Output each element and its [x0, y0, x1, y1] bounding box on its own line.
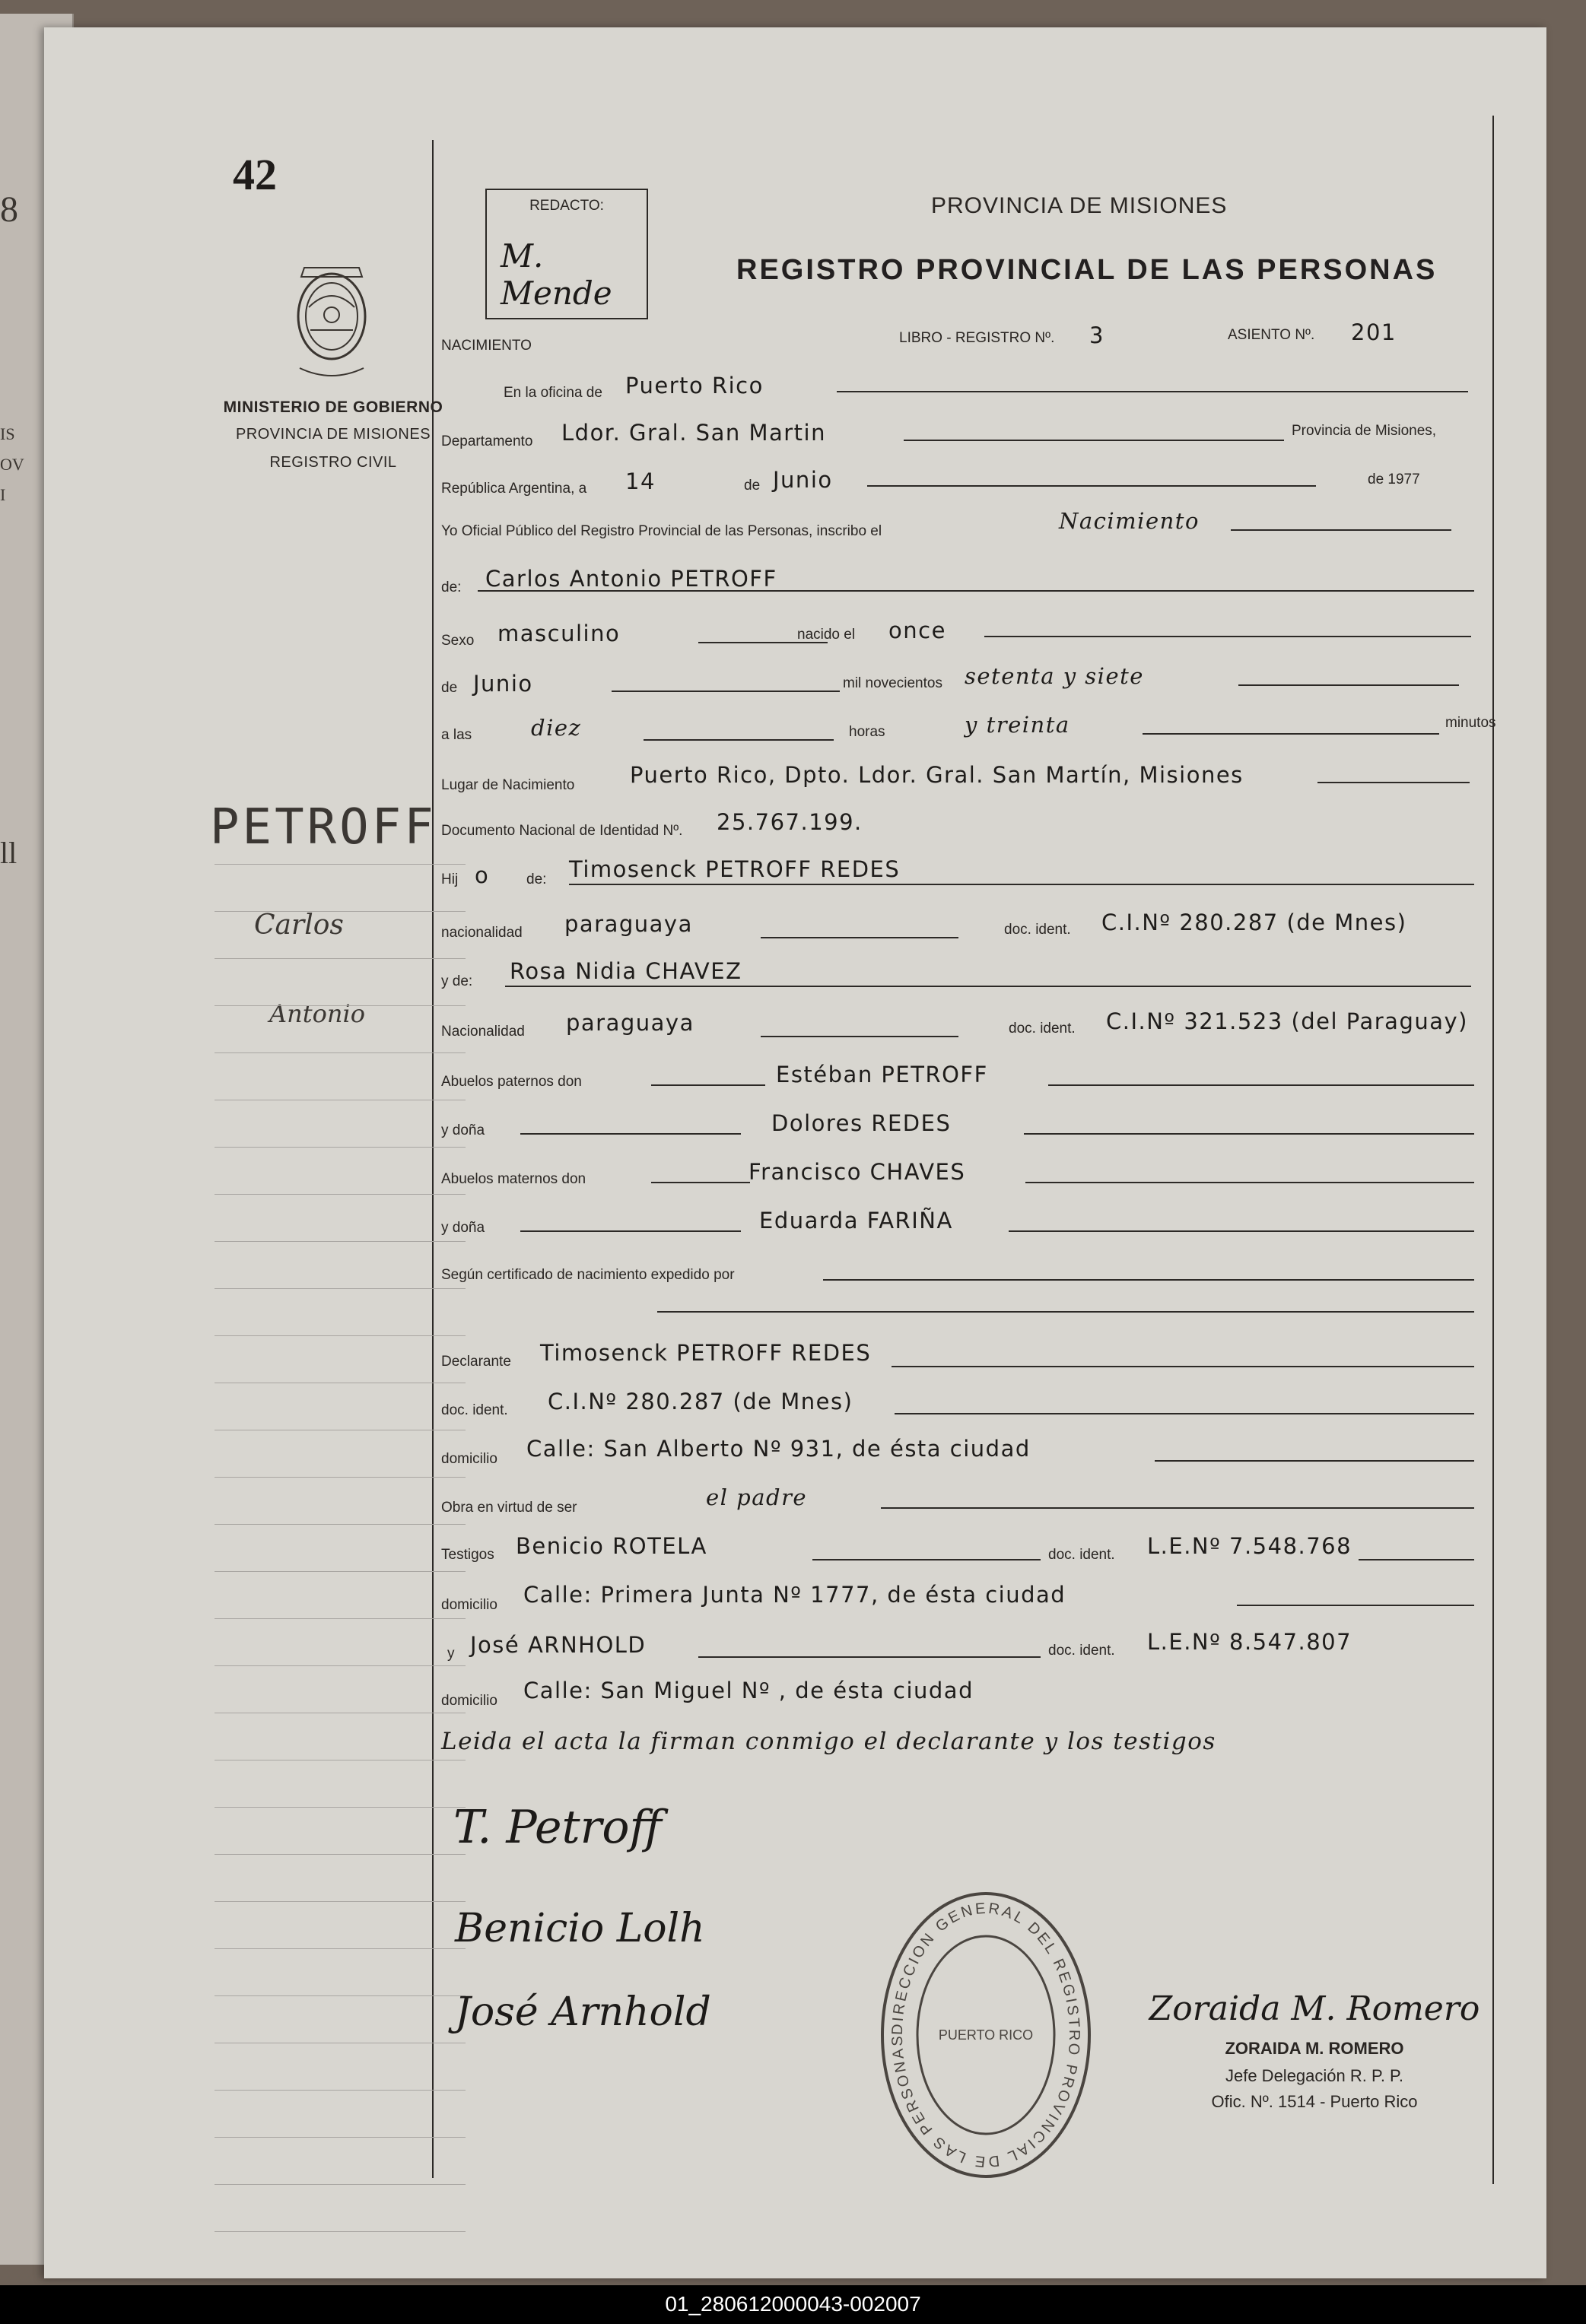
- fill-line: [520, 1133, 741, 1135]
- mother-document: C.I.Nº 321.523 (del Paraguay): [1106, 1008, 1468, 1034]
- fill-line: [569, 884, 1474, 885]
- paternal-grandfather: Estéban PETROFF: [776, 1062, 988, 1087]
- fill-line: [651, 1182, 750, 1183]
- asiento-value: 201: [1351, 319, 1397, 345]
- doc3-label: doc. ident.: [1048, 1547, 1115, 1563]
- back-page-fragment: 8: [0, 189, 18, 230]
- dni-value: 25.767.199.: [717, 809, 863, 835]
- margin-ruled-line: [215, 2231, 466, 2232]
- obra-value: el padre: [706, 1484, 808, 1510]
- fill-line: [644, 739, 834, 741]
- form-right-border: [1492, 116, 1494, 2184]
- margin-ruled-line: [215, 1005, 466, 1006]
- day-value: 14: [625, 468, 656, 494]
- domicilio2-label: domicilio: [441, 1597, 497, 1613]
- back-page-fragment: I: [0, 485, 6, 504]
- mil-label: mil novecientos: [843, 675, 942, 691]
- hour-value: diez: [531, 715, 582, 741]
- registry-title: REGISTRO PROVINCIAL DE LAS PERSONAS: [736, 254, 1438, 286]
- father-nationality: paraguaya: [564, 911, 693, 937]
- mother-nationality: paraguaya: [566, 1010, 694, 1036]
- margin-ruled-line: [215, 1477, 466, 1478]
- register-page: [44, 27, 1546, 2278]
- margin-ruled-line: [215, 1995, 466, 1996]
- declarante-signature: T. Petroff: [453, 1801, 662, 1854]
- fill-line: [761, 937, 958, 938]
- nacido-label: nacido el: [797, 627, 856, 643]
- official-seal: [872, 1883, 1100, 2187]
- fill-line: [1025, 1182, 1474, 1183]
- y-label: y: [447, 1646, 455, 1662]
- republica-label: República Argentina, a: [441, 481, 587, 497]
- libro-label: LIBRO - REGISTRO Nº.: [899, 330, 1055, 346]
- margin-ruled-line: [215, 1524, 466, 1525]
- horas-label: horas: [849, 724, 885, 740]
- witness1-signature: Benicio Lolh: [455, 1906, 705, 1951]
- officer-signature: Zoraida M. Romero: [1149, 1989, 1480, 2028]
- witness2-name: José ARNHOLD: [470, 1632, 647, 1658]
- fill-line: [823, 1279, 1474, 1281]
- declarante-name: Timosenck PETROFF REDES: [540, 1340, 872, 1366]
- officer-title: Jefe Delegación R. P. P.: [1225, 2066, 1403, 2085]
- month-label: de: [744, 478, 761, 494]
- margin-ruled-line: [215, 911, 466, 912]
- declarante-document: C.I.Nº 280.287 (de Mnes): [548, 1389, 853, 1414]
- seal-ring-text: DIRECCION GENERAL DEL REGISTRO PROVINCIAL DE LAS PERSONAS: [888, 1900, 1083, 2170]
- doc4-label: doc. ident.: [1048, 1643, 1115, 1659]
- margin-ruled-line: [215, 1854, 466, 1855]
- year-label: de 1977: [1368, 471, 1420, 487]
- ministry-line: REGISTRO CIVIL: [269, 454, 397, 471]
- abuelos-paternos-label: Abuelos paternos don: [441, 1074, 582, 1090]
- nacionalidad-label: nacionalidad: [441, 925, 523, 941]
- lugar-label: Lugar de Nacimiento: [441, 777, 575, 793]
- fill-line: [1231, 529, 1451, 531]
- fill-line: [1009, 1230, 1474, 1232]
- lugar-value: Puerto Rico, Dpto. Ldor. Gral. San Martín, Misiones: [630, 762, 1244, 788]
- fill-line: [761, 1036, 958, 1037]
- officer-name: ZORAIDA M. ROMERO: [1225, 2039, 1404, 2058]
- month-value: Junio: [773, 467, 833, 493]
- abuelos-maternos-label: Abuelos maternos don: [441, 1171, 586, 1187]
- departamento-value: Ldor. Gral. San Martin: [561, 420, 826, 446]
- asiento-label: ASIENTO Nº.: [1228, 327, 1315, 343]
- domicilio-label: domicilio: [441, 1451, 497, 1467]
- fill-line: [651, 1084, 765, 1086]
- redacto-box: [485, 189, 648, 319]
- margin-ruled-line: [215, 2090, 466, 2091]
- page-number: 42: [233, 150, 277, 199]
- month2-value: Junio: [473, 671, 533, 697]
- hijo-suffix: o: [475, 862, 490, 888]
- witness1-address: Calle: Primera Junta Nº 1777, de ésta ciudad: [523, 1582, 1066, 1608]
- obra-label: Obra en virtud de ser: [441, 1500, 577, 1516]
- back-page-fragment: ll: [0, 836, 17, 870]
- nacionalidad2-label: Nacionalidad: [441, 1024, 525, 1040]
- declarante-label: Declarante: [441, 1354, 511, 1370]
- oficina-value: Puerto Rico: [625, 373, 764, 398]
- margin-ruled-line: [215, 864, 466, 865]
- hijo-label: Hij: [441, 872, 459, 887]
- fill-line: [1317, 782, 1470, 783]
- fill-line: [1143, 733, 1439, 735]
- de3-label: de:: [526, 872, 547, 887]
- yde-label: y de:: [441, 973, 473, 989]
- fill-line: [505, 986, 1471, 987]
- fill-line: [892, 1366, 1474, 1367]
- fill-line: [612, 691, 840, 692]
- fill-line: [657, 1311, 1474, 1313]
- de2-label: de: [441, 680, 458, 696]
- segun-label: Según certificado de nacimiento expedido por: [441, 1267, 735, 1283]
- dni-label: Documento Nacional de Identidad Nº.: [441, 823, 683, 839]
- closing-statement: Leida el acta la firman conmigo el declarante y los testigos: [441, 1728, 1216, 1755]
- margin-ruled-line: [215, 2184, 466, 2185]
- margin-ruled-line: [215, 1147, 466, 1148]
- registered-name: Carlos Antonio PETROFF: [485, 566, 777, 592]
- fill-line: [837, 391, 1468, 392]
- margin-ruled-line: [215, 1901, 466, 1902]
- coat-of-arms-icon: [286, 262, 377, 383]
- fill-line: [984, 636, 1471, 637]
- witness1-name: Benicio ROTELA: [516, 1533, 707, 1559]
- back-page-fragment: IS: [0, 424, 15, 443]
- mother-name: Rosa Nidia CHAVEZ: [510, 958, 742, 984]
- margin-given-name: Carlos: [254, 910, 344, 941]
- paternal-grandmother: Dolores REDES: [771, 1110, 952, 1136]
- fill-line: [1155, 1460, 1474, 1462]
- provincia-suffix: Provincia de Misiones,: [1292, 423, 1437, 439]
- fill-line: [1024, 1133, 1474, 1135]
- doc2-label: doc. ident.: [1009, 1021, 1076, 1037]
- fill-line: [478, 590, 1474, 592]
- oficial-value: Nacimiento: [1059, 508, 1200, 534]
- margin-ruled-line: [215, 1288, 466, 1289]
- ministry-line: PROVINCIA DE MISIONES: [235, 426, 431, 443]
- sexo-value: masculino: [497, 621, 621, 646]
- fill-line: [904, 440, 1284, 441]
- witness2-signature: José Arnhold: [455, 1989, 711, 2035]
- margin-ruled-line: [215, 1665, 466, 1666]
- departamento-label: Departamento: [441, 433, 533, 449]
- maternal-grandfather: Francisco CHAVES: [749, 1159, 966, 1185]
- seal-center-text: PUERTO RICO: [938, 2027, 1034, 2043]
- form-left-border: [432, 140, 434, 2178]
- minutes-words: y treinta: [965, 712, 1070, 738]
- section-label: NACIMIENTO: [441, 338, 532, 354]
- margin-given-name: Antonio: [269, 999, 365, 1028]
- margin-ruled-line: [215, 1241, 466, 1242]
- margin-ruled-line: [215, 1571, 466, 1572]
- fill-line: [1359, 1559, 1474, 1560]
- margin-surname: PETROFF: [210, 799, 437, 856]
- fill-line: [895, 1413, 1474, 1414]
- officer-block: [1124, 1989, 1505, 2118]
- margin-ruled-line: [215, 1948, 466, 1949]
- alas-label: a las: [441, 727, 472, 743]
- witness2-address: Calle: San Miguel Nº , de ésta ciudad: [523, 1678, 974, 1703]
- domicilio3-label: domicilio: [441, 1693, 497, 1709]
- margin-ruled-line: [215, 958, 466, 959]
- back-page-fragment: OV: [0, 455, 24, 474]
- margin-ruled-line: [215, 1618, 466, 1619]
- ministry-line: MINISTERIO DE GOBIERNO: [223, 398, 443, 416]
- image-caption: [0, 2285, 1586, 2324]
- de-label: de:: [441, 579, 462, 595]
- margin-ruled-line: [215, 2137, 466, 2138]
- minutos-label: minutos: [1445, 715, 1496, 731]
- officer-office: Ofic. Nº. 1514 - Puerto Rico: [1211, 2092, 1418, 2111]
- fill-line: [1238, 684, 1459, 686]
- fill-line: [1237, 1605, 1474, 1606]
- sexo-label: Sexo: [441, 633, 475, 649]
- margin-ruled-line: [215, 1335, 466, 1336]
- year-words: setenta y siete: [965, 663, 1144, 689]
- ministry-header: [181, 398, 485, 471]
- margin-ruled-line: [215, 1807, 466, 1808]
- witness1-document: L.E.Nº 7.548.768: [1147, 1533, 1352, 1559]
- ydona2-label: y doña: [441, 1220, 485, 1236]
- doc-label: doc. ident.: [1004, 922, 1071, 938]
- ydona-label: y doña: [441, 1122, 485, 1138]
- father-document: C.I.Nº 280.287 (de Mnes): [1101, 910, 1407, 935]
- libro-value: 3: [1089, 322, 1104, 348]
- margin-ruled-line: [215, 1052, 466, 1053]
- province-heading: PROVINCIA DE MISIONES: [931, 193, 1228, 218]
- fill-line: [881, 1507, 1474, 1509]
- fill-line: [698, 1656, 1041, 1658]
- margin-ruled-line: [215, 1194, 466, 1195]
- redacto-label: REDACTO:: [529, 198, 604, 214]
- caption-text: 01_280612000043-002007: [665, 2292, 921, 2316]
- nacido-value: once: [888, 618, 946, 643]
- testigos-label: Testigos: [441, 1547, 494, 1563]
- docdecl-label: doc. ident.: [441, 1402, 508, 1418]
- oficial-text: Yo Oficial Público del Registro Provincial de las Personas, inscribo el: [441, 523, 882, 539]
- declarante-address: Calle: San Alberto Nº 931, de ésta ciudad: [526, 1436, 1031, 1462]
- fill-line: [812, 1559, 1041, 1560]
- fill-line: [867, 485, 1316, 487]
- witness2-document: L.E.Nº 8.547.807: [1147, 1629, 1352, 1655]
- father-name: Timosenck PETROFF REDES: [569, 856, 901, 882]
- maternal-grandmother: Eduarda FARIÑA: [759, 1208, 953, 1233]
- fill-line: [1048, 1084, 1474, 1086]
- fill-line: [520, 1230, 741, 1232]
- oficina-label: En la oficina de: [504, 385, 602, 401]
- redacto-signature: M. Mende: [501, 237, 612, 312]
